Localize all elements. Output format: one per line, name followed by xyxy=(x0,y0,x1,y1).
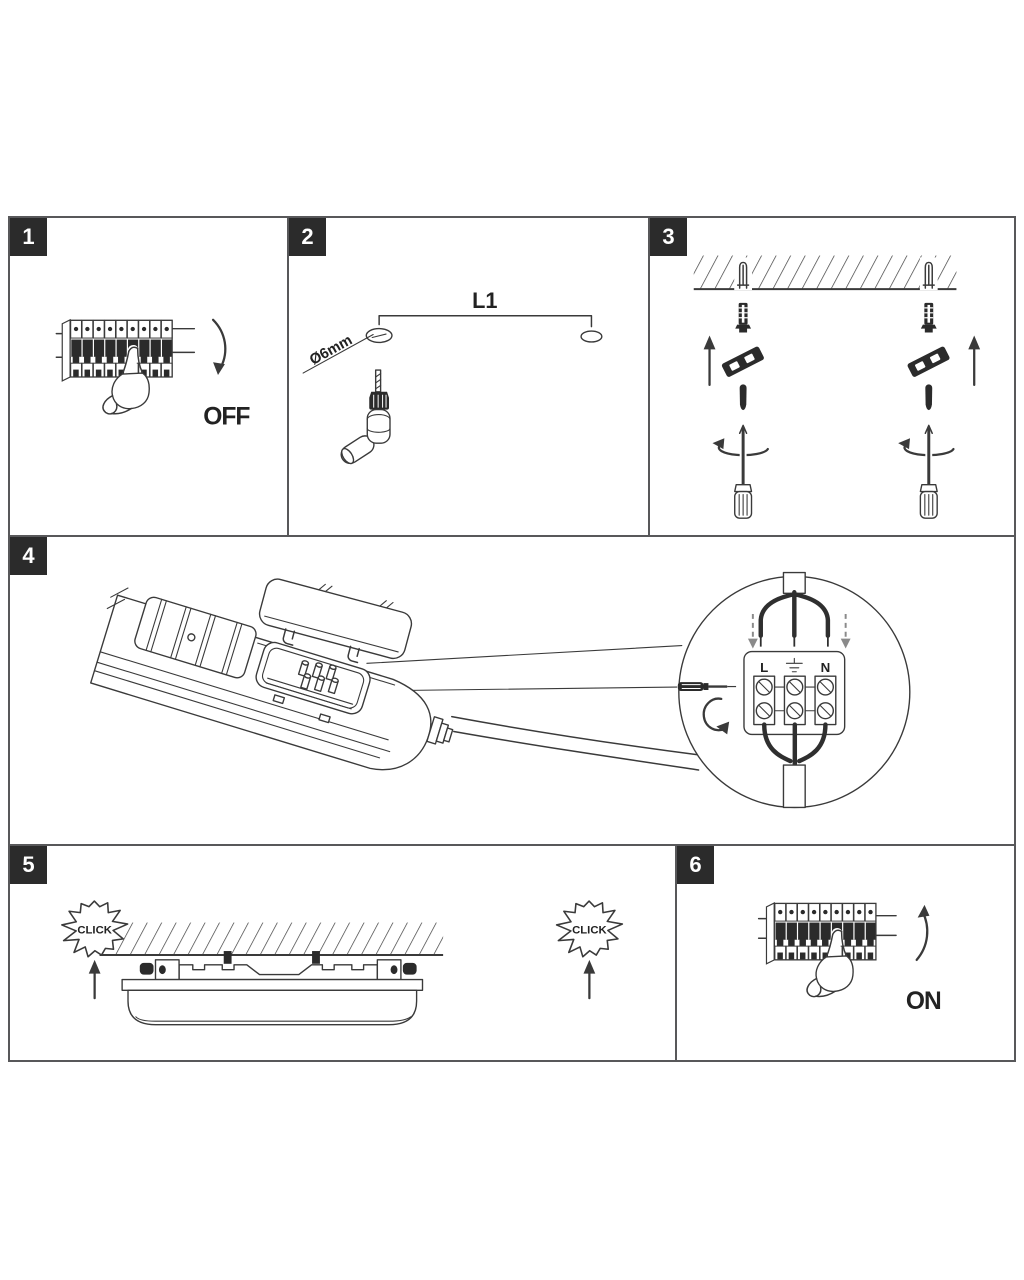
power-off-label: OFF xyxy=(203,403,250,431)
step-5-panel xyxy=(8,844,677,1062)
plug-in-ceiling-icon xyxy=(920,258,938,291)
step-3-graphic xyxy=(650,218,1014,535)
up-arrow-icon xyxy=(968,336,980,385)
click-starburst-right xyxy=(557,901,623,957)
mounting-profile xyxy=(179,965,377,980)
step-1-badge: 1 xyxy=(10,218,47,256)
outgoing-cable xyxy=(783,765,805,807)
ceiling-hatch xyxy=(694,256,957,290)
diffuser xyxy=(128,990,417,1024)
terminal-block xyxy=(744,652,845,735)
step-4-badge: 4 xyxy=(10,537,47,575)
end-clip-icon xyxy=(403,963,417,975)
callout-leader-lines xyxy=(360,646,682,691)
step-6-panel xyxy=(675,844,1016,1062)
step-5-graphic xyxy=(10,846,675,1060)
mounting-kit-icons xyxy=(898,303,953,518)
switch-down-arrow-icon xyxy=(213,320,225,375)
drill-hole-left-icon xyxy=(366,329,392,343)
mounting-plate xyxy=(122,980,422,991)
click-label: CLICK xyxy=(77,924,112,937)
snap-clip-icon xyxy=(224,951,232,964)
power-on-label: ON xyxy=(905,987,941,1015)
plug-in-ceiling-icon xyxy=(734,258,752,291)
snap-clip-icon xyxy=(312,951,320,964)
hole-spacing-label: L1 xyxy=(472,287,498,313)
circuit-breaker-icon xyxy=(62,320,172,381)
wiring-detail-callout xyxy=(678,573,910,808)
step-4-panel xyxy=(8,535,1016,846)
mounting-kit-icons xyxy=(713,303,768,518)
drill-hole-right-icon xyxy=(581,331,602,342)
step-1-graphic xyxy=(10,218,287,535)
step-3-panel xyxy=(648,216,1016,537)
live-terminal-label: L xyxy=(760,660,769,676)
step-2-panel xyxy=(287,216,650,537)
switch-up-arrow-icon xyxy=(917,905,930,960)
step-6-graphic xyxy=(677,846,1014,1060)
step-5-badge: 5 xyxy=(10,846,47,884)
ceiling-hatch xyxy=(100,923,444,955)
circuit-breaker-icon xyxy=(766,903,875,964)
step-1-panel xyxy=(8,216,289,537)
instruction-sheet xyxy=(8,216,1016,1062)
up-arrow-icon xyxy=(583,960,595,998)
mains-cable xyxy=(452,717,701,770)
step-4-graphic xyxy=(10,537,1014,844)
neutral-terminal-label: N xyxy=(820,660,831,676)
luminaire-cross-section xyxy=(122,951,422,1025)
drill-driver-icon xyxy=(338,370,390,467)
step-2-badge: 2 xyxy=(289,218,326,256)
click-label: CLICK xyxy=(572,924,607,937)
step-2-graphic xyxy=(289,218,648,535)
step-6-badge: 6 xyxy=(677,846,714,884)
up-arrow-icon xyxy=(704,336,716,385)
dimension-line xyxy=(379,316,591,327)
up-arrow-icon xyxy=(89,960,101,998)
drill-diameter-label: Ø6mm xyxy=(307,332,356,369)
step-3-badge: 3 xyxy=(650,218,687,256)
end-clip-icon xyxy=(140,963,154,975)
